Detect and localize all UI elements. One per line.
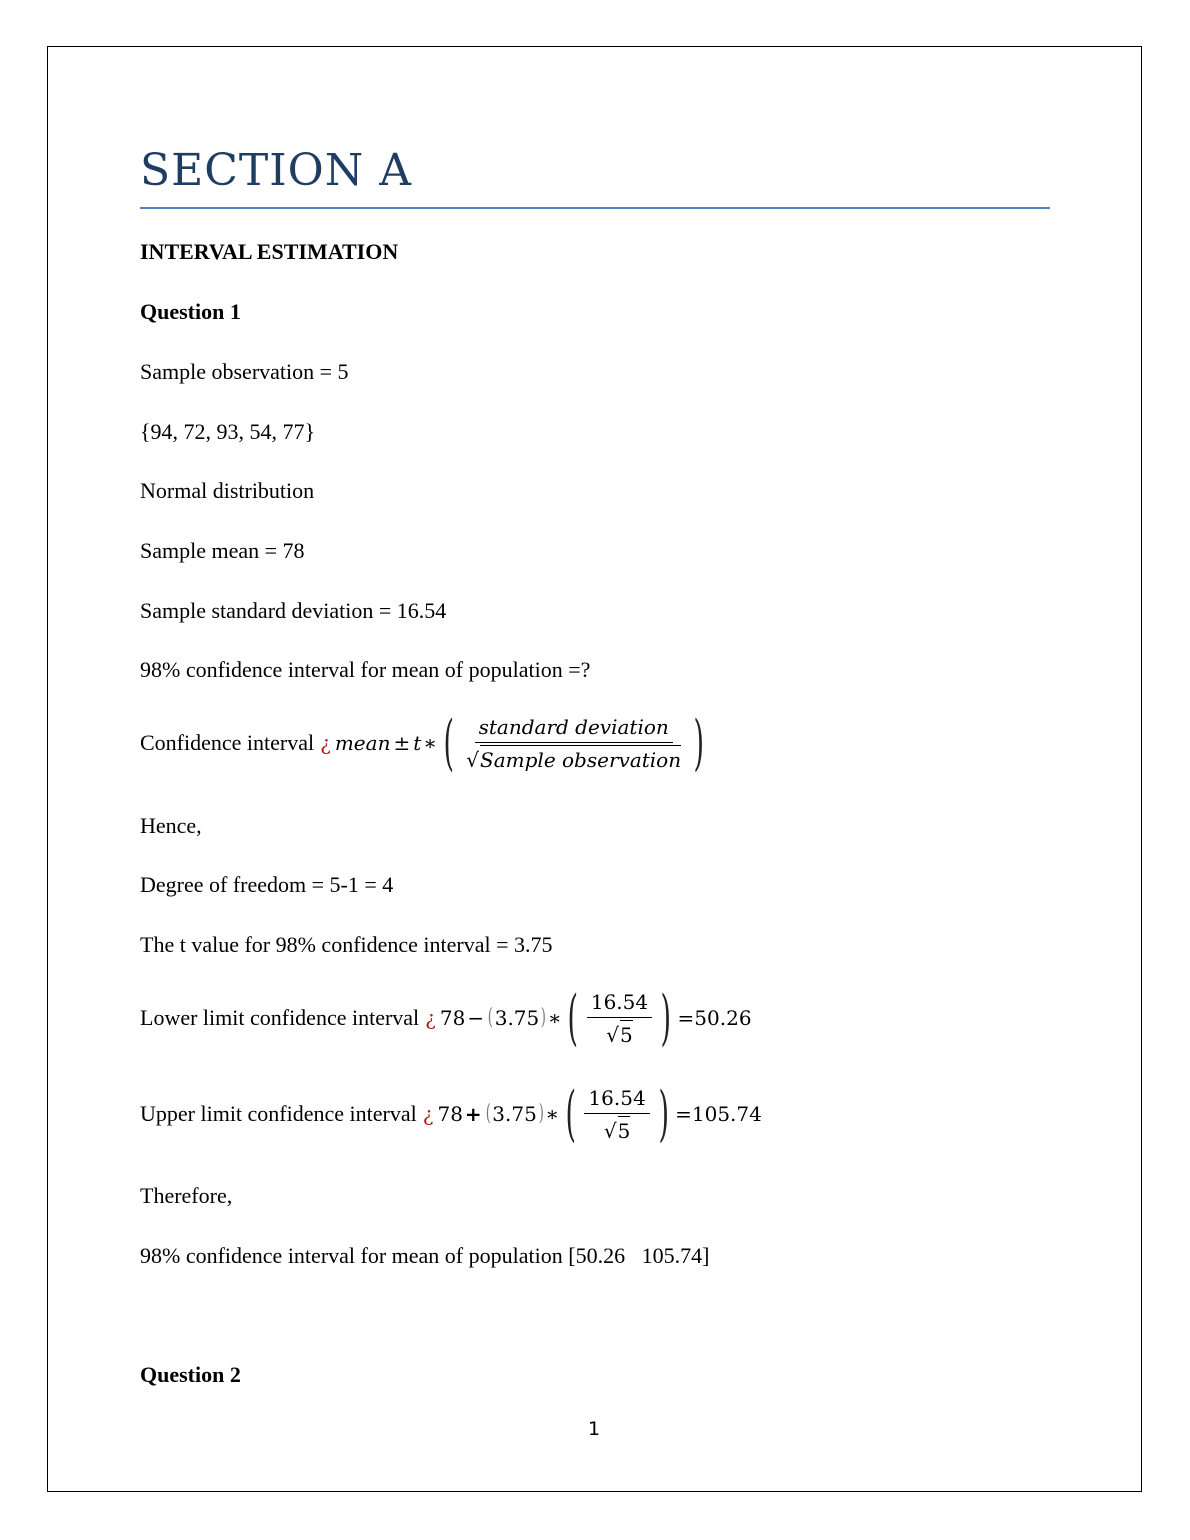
upper-left-paren: ( xyxy=(565,1079,576,1149)
formula-sqrt xyxy=(466,745,681,773)
question-2-label: Question 2 xyxy=(140,1362,241,1387)
lower-t-left-paren: ( xyxy=(487,1005,493,1030)
ci-formula-label: Confidence interval xyxy=(140,730,315,755)
upper-numerator: 16.54 xyxy=(584,1085,649,1114)
lower-limit-label: Lower limit confidence interval xyxy=(140,1005,420,1030)
formula-star: ∗ xyxy=(423,731,437,755)
sqrt-icon: √ xyxy=(603,1118,617,1143)
formula-numerator: standard deviation xyxy=(475,714,673,743)
upper-fraction xyxy=(584,1085,649,1144)
formula-denominator xyxy=(462,743,685,773)
formula-t: t xyxy=(413,731,422,755)
upper-star: ∗ xyxy=(545,1102,559,1126)
lower-limit-line xyxy=(140,983,752,1053)
formula-error-glyph: ¿ xyxy=(320,731,331,755)
upper-t-left-paren: ( xyxy=(485,1101,491,1126)
upper-t-value: 3.75 xyxy=(492,1102,537,1126)
lower-error-glyph: ¿ xyxy=(425,1006,436,1030)
formula-mean: mean xyxy=(334,731,391,755)
ci-formula xyxy=(320,708,710,778)
lower-denominator-text: 5 xyxy=(620,1020,633,1048)
ci-prompt-text: 98% confidence interval for mean of population =? xyxy=(140,657,591,682)
formula-denominator-text: Sample observation xyxy=(480,745,681,773)
sqrt-icon: √ xyxy=(606,1022,619,1047)
data-set-text: {94, 72, 93, 54, 77} xyxy=(140,419,316,444)
formula-right-paren: ) xyxy=(693,708,705,778)
formula-plus-minus: ± xyxy=(393,731,411,755)
lower-result: =50.26 xyxy=(677,1006,752,1030)
lower-right-paren: ) xyxy=(660,983,672,1053)
upper-right-paren: ) xyxy=(658,1079,669,1149)
lower-limit-formula xyxy=(425,983,752,1053)
title-underline xyxy=(140,207,1050,209)
ci-formula-line xyxy=(140,708,711,778)
lower-star: ∗ xyxy=(547,1006,562,1030)
upper-operator: + xyxy=(464,1102,482,1126)
section-title: SECTION A xyxy=(140,145,412,196)
sqrt-icon: √ xyxy=(466,747,480,772)
distribution-text: Normal distribution xyxy=(140,478,315,503)
upper-denominator xyxy=(600,1114,634,1144)
upper-sqrt xyxy=(604,1116,630,1144)
upper-error-glyph: ¿ xyxy=(422,1102,434,1126)
t-value-text: The t value for 98% confidence interval = 3.75 xyxy=(140,932,553,957)
upper-mean: 78 xyxy=(437,1102,463,1126)
heading-interval-estimation: INTERVAL ESTIMATION xyxy=(140,239,399,264)
formula-left-paren: ( xyxy=(443,708,454,778)
lower-operator: − xyxy=(467,1006,485,1030)
lower-denominator xyxy=(602,1018,636,1048)
question-1-label: Question 1 xyxy=(140,299,241,324)
lower-t-value: 3.75 xyxy=(494,1006,540,1030)
upper-limit-label: Upper limit confidence interval xyxy=(140,1101,417,1126)
lower-mean: 78 xyxy=(439,1006,466,1030)
upper-limit-line xyxy=(140,1079,762,1149)
sample-sd-text: Sample standard deviation = 16.54 xyxy=(140,598,447,623)
lower-t-right-paren: ) xyxy=(540,1005,547,1030)
lower-fraction xyxy=(587,989,652,1048)
conclusion-text: 98% confidence interval for mean of population [50.26 105.74] xyxy=(140,1243,710,1268)
upper-result: =105.74 xyxy=(675,1102,762,1126)
dof-text: Degree of freedom = 5-1 = 4 xyxy=(140,872,394,897)
formula-fraction xyxy=(462,714,685,773)
upper-denominator-text: 5 xyxy=(618,1116,631,1144)
upper-limit-formula xyxy=(422,1079,762,1149)
hence-text: Hence, xyxy=(140,813,202,838)
lower-left-paren: ( xyxy=(567,983,579,1053)
upper-t-right-paren: ) xyxy=(538,1101,544,1126)
sample-mean-text: Sample mean = 78 xyxy=(140,538,305,563)
lower-numerator: 16.54 xyxy=(587,989,652,1018)
page-number: 1 xyxy=(588,1418,601,1440)
lower-sqrt xyxy=(606,1020,632,1048)
therefore-text: Therefore, xyxy=(140,1183,233,1208)
sample-observation-text: Sample observation = 5 xyxy=(140,359,349,384)
